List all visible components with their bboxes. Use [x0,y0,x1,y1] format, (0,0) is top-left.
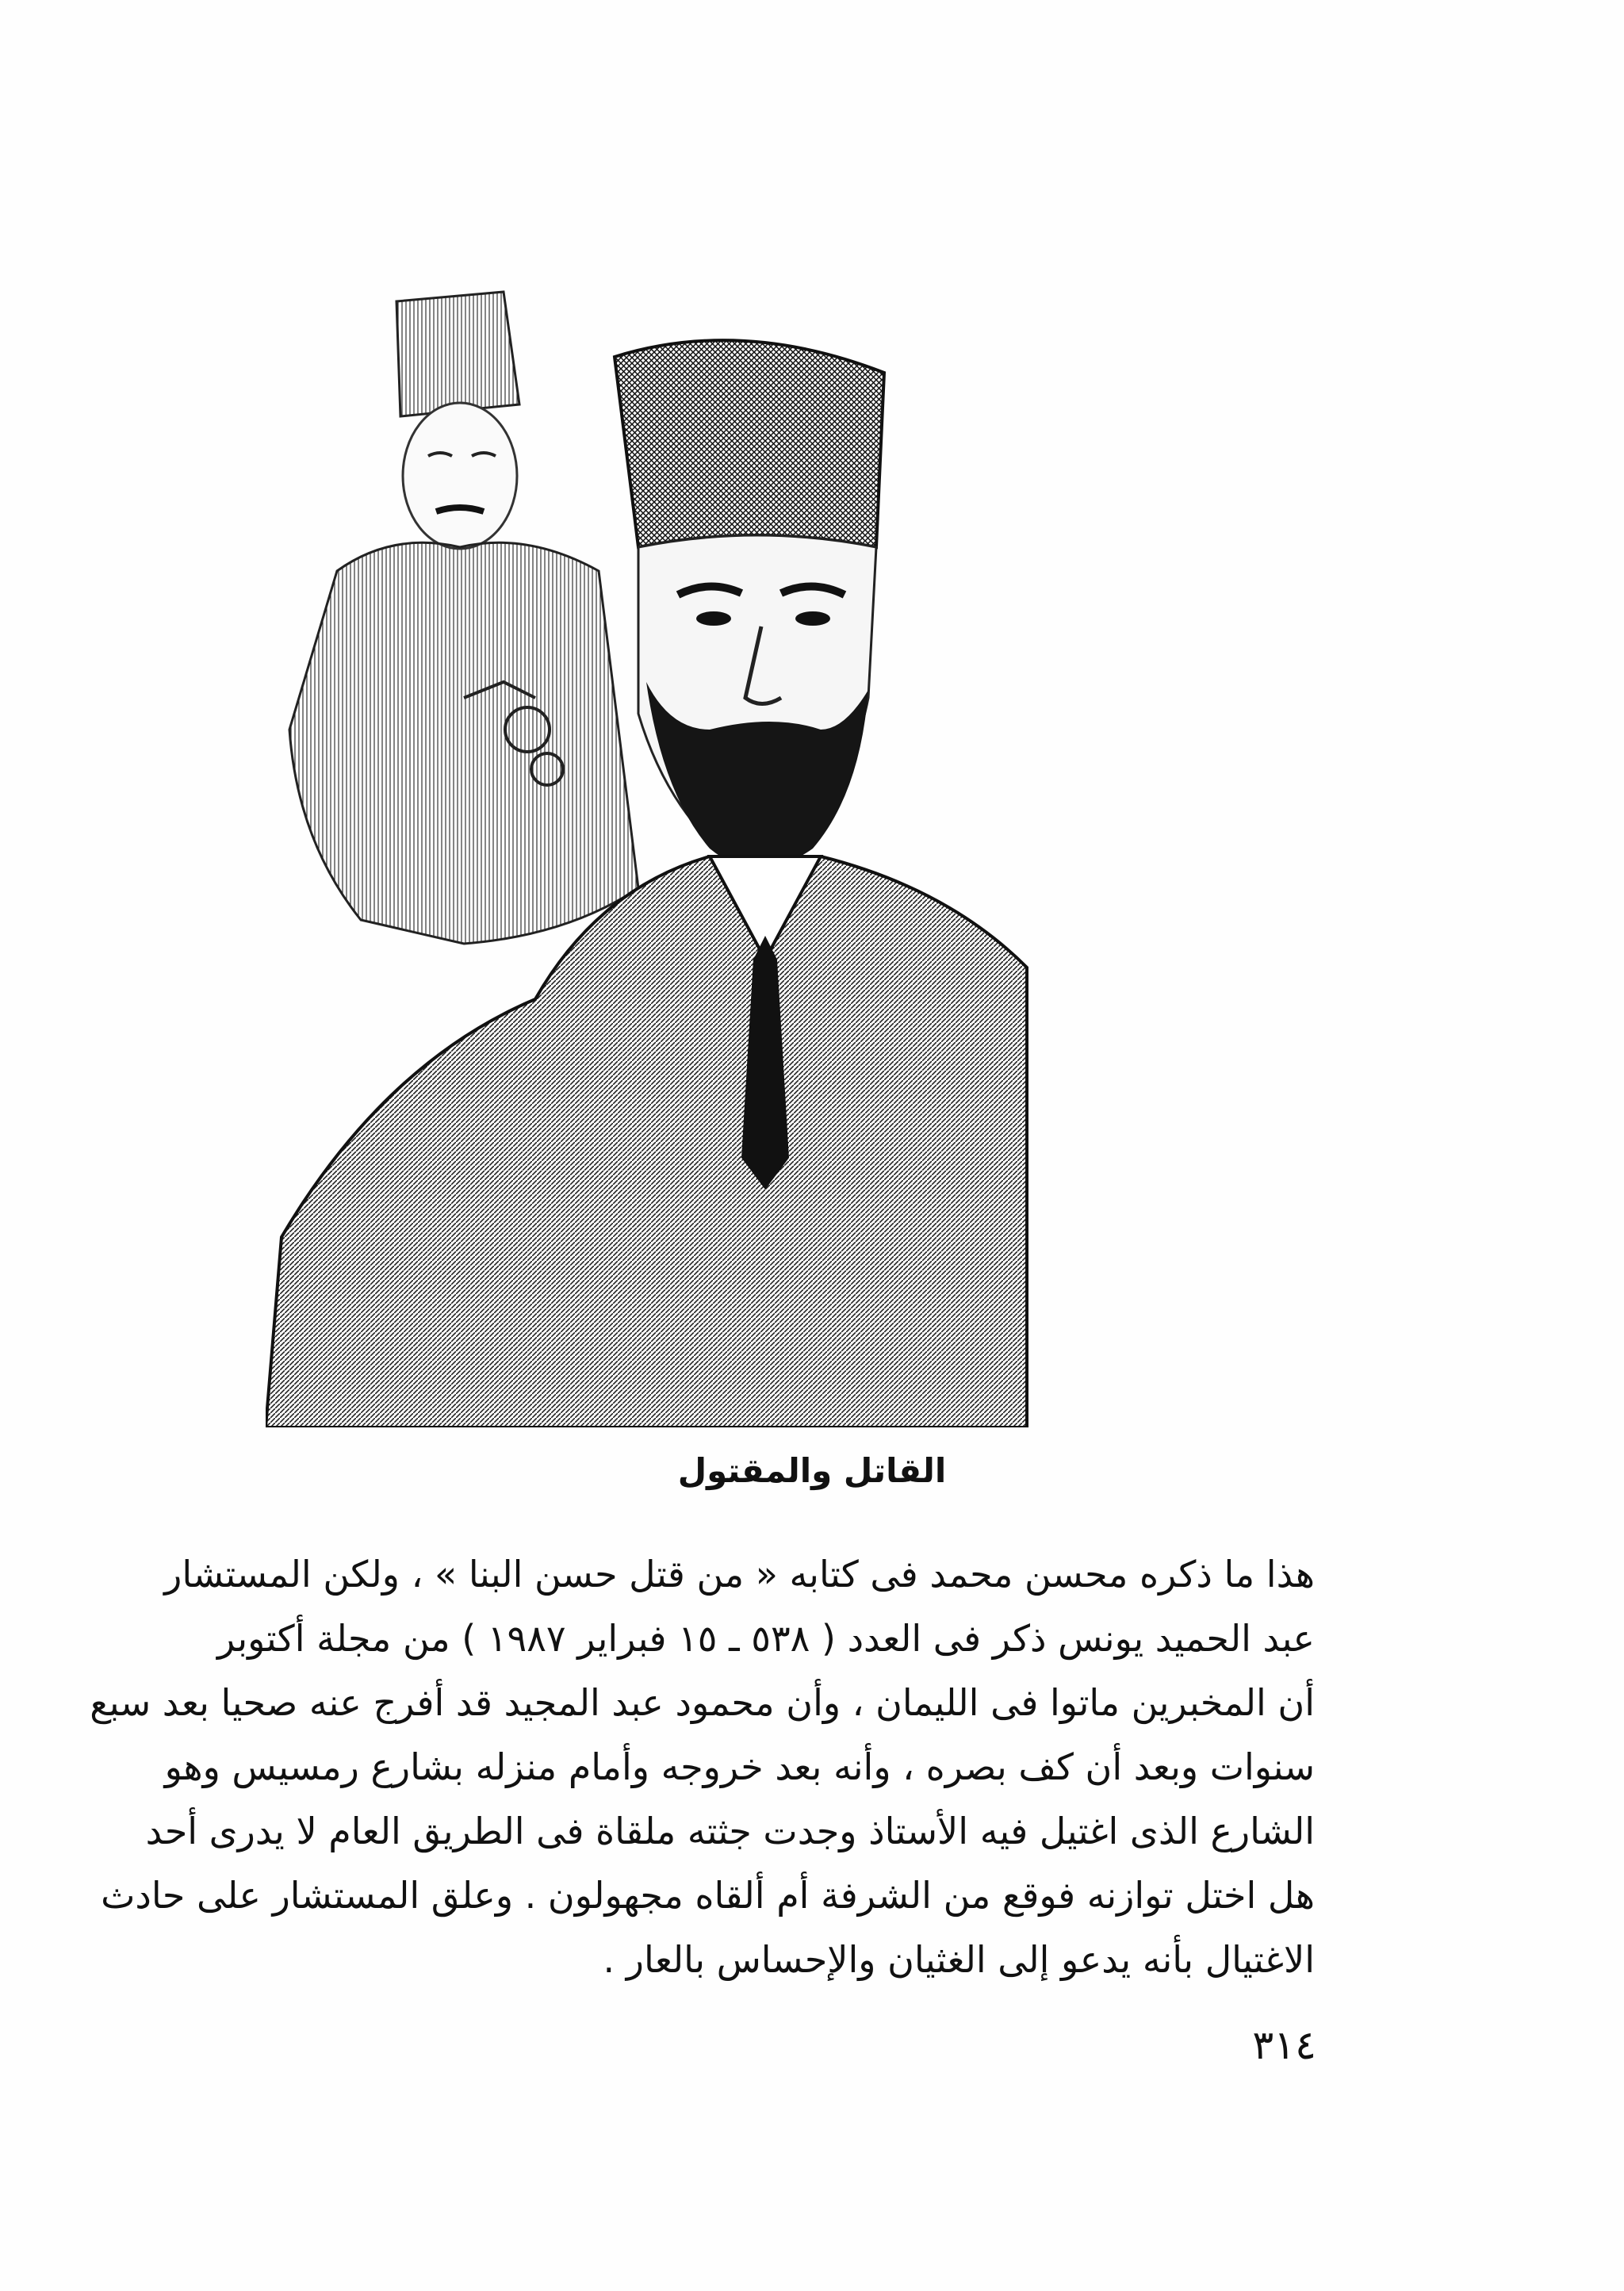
paragraph-line: هذا ما ذكره محسن محمد فى كتابه « من قتل حسن البنا » ، ولكن المستشار [164,1553,1315,1596]
paragraph-line: هل اختل توازنه فوقع من الشرفة أم ألقاه مجهولون . وعلق المستشار على حادث [101,1874,1315,1917]
background-figure [289,292,638,944]
paragraph-line: أن المخبرين ماتوا فى الليمان ، وأن محمود عبد المجيد قد أفرج عنه صحيا بعد سبع [90,1681,1315,1724]
figure-caption: القاتل والمقتول [677,1451,947,1490]
paragraph-line: سنوات وبعد أن كف بصره ، وأنه بعد خروجه وأمام منزله بشارع رمسيس وهو [164,1745,1315,1788]
page-number: ٣١٤ [1252,2022,1316,2068]
paragraph-line: الشارع الذى اغتيل فيه الأستاذ وجدت جثته ملقاة فى الطريق العام لا يدرى أحد [145,1810,1315,1852]
portrait-illustration [266,285,1297,1427]
body-paragraph [90,1542,1315,1992]
paragraph-line: الاغتيال بأنه يدعو إلى الغثيان والإحساس بالعار . [603,1938,1315,1981]
paragraph-line: عبد الحميد يونس ذكر فى العدد ( ٥٣٨ ـ ١٥ فبراير ١٩٨٧ ) من مجلة أكتوبر [216,1617,1315,1660]
